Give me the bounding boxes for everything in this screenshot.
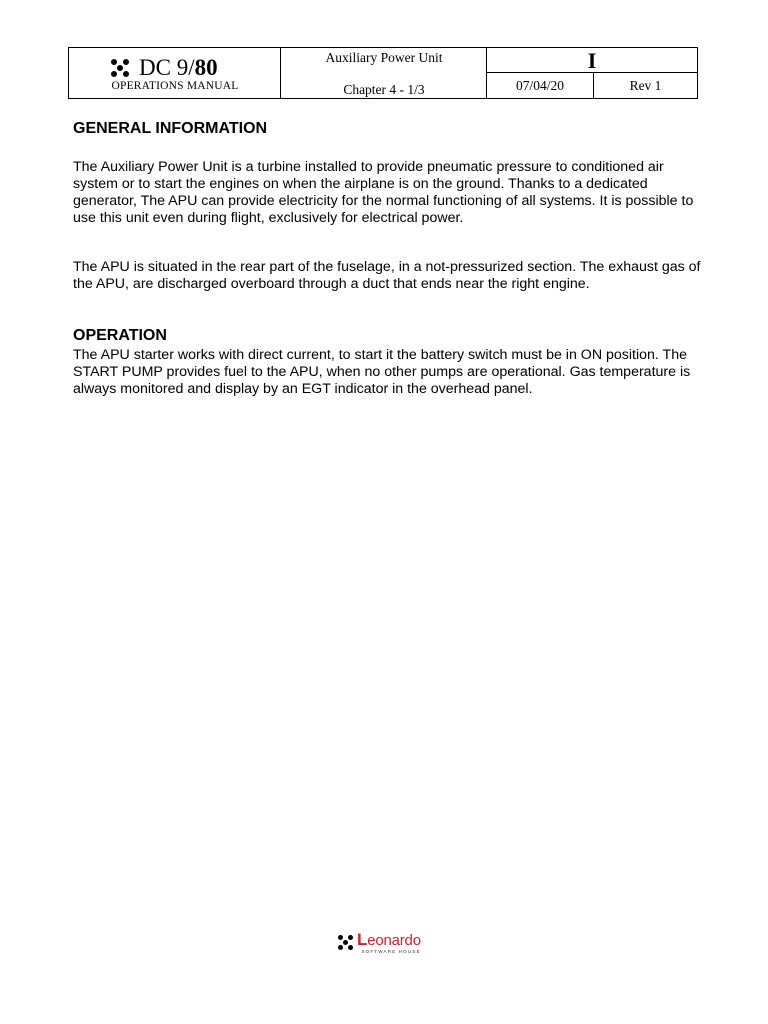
brand-wordmark [357, 932, 421, 954]
chapter-number: Chapter 4 - 1/3 [343, 82, 425, 97]
five-dot-logo-icon [338, 935, 354, 951]
header-date-cell [487, 73, 594, 98]
issue-number: I [587, 48, 597, 73]
five-dot-logo-icon [111, 59, 129, 77]
brand-name: Leonardo [357, 930, 421, 949]
section-heading: GENERAL INFORMATION [73, 120, 268, 137]
manual-name: OPERATIONS MANUAL [111, 80, 239, 92]
paragraph: The Auxiliary Power Unit is a turbine installed to provide pneumatic pressure to conditioned air system or to start the engines on when the airplane is on the ground. Thanks to a dedicated generator, The APU can provide electricity for the normal functioning of all systems. It is possible to use this unit even during flight, exclusively for electrical power. [73, 159, 694, 226]
header-table [68, 47, 698, 99]
header-issue-cell [487, 48, 697, 73]
aircraft-model: DC 9/80 [139, 55, 218, 80]
section-title: Auxiliary Power Unit [325, 50, 443, 65]
brand-tagline: SOFTWARE HOUSE [361, 949, 421, 954]
section-heading: OPERATION [73, 327, 167, 344]
header-title-cell [69, 48, 281, 98]
model-title [111, 55, 218, 81]
issue-date: 07/04/20 [515, 78, 564, 93]
paragraph: The APU starter works with direct current, to start it the battery switch must be in ON position. The START PUMP provides fuel to the APU, when no other pumps are operational. Gas temperature is always monitored and display by an EGT indicator in the overhead panel. [73, 347, 691, 397]
header-revision-cell [594, 73, 697, 98]
paragraph: The APU is situated in the rear part of the fuselage, in a not-pressurized section. The exhaust gas of the APU, are discharged overboard through a duct that ends near the right engine. [73, 259, 701, 292]
revision-number: Rev 1 [629, 78, 662, 93]
header-section-cell [281, 48, 487, 98]
footer-logo [338, 932, 421, 954]
